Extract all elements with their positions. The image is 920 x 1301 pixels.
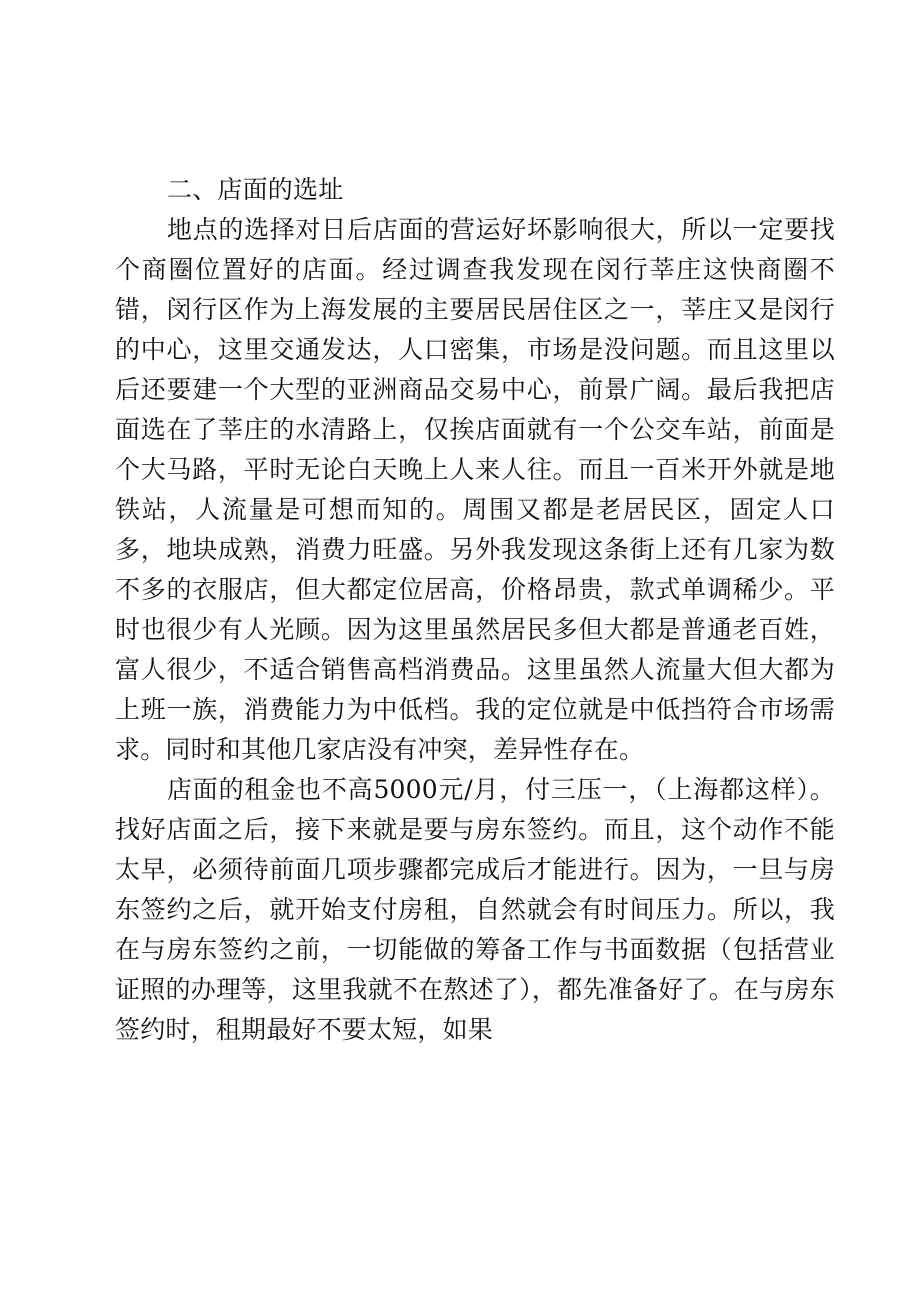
paragraph-location-choice: 地点的选择对日后店面的营运好坏影响很大，所以一定要找个商圈位置好的店面。经过调查我发现在闵行莘庄这快商圈不错，闵行区作为上海发展的主要居民居住区之一，莘庄又是闵行的中心，这里交通发达，人口密集，市场是没问题。而且这里以后还要建一个大型的亚洲商品交易中心，前景广阔。最后我把店面选在了莘庄的水清路上，仅挨店面就有一个公交车站，前面是个大马路，平时无论白天晚上人来人往。而且一百米开外就是地铁站，人流量是可想而知的。周围又都是老居民区，固定人口多，地块成熟，消费力旺盛。另外我发现这条街上还有几家为数不多的衣服店，但大都定位居高，价格昂贵，款式单调稀少。平时也很少有人光顾。因为这里虽然居民多但大都是普通老百姓，富人很少，不适合销售高档消费品。这里虽然人流量大但大都为上班一族，消费能力为中低档。我的定位就是中低挡符合市场需求。同时和其他几家店没有冲突，差异性存在。 bbox=[115, 215, 835, 764]
document-body bbox=[115, 170, 835, 1050]
paragraph-rent-and-lease: 店面的租金也不高5000元/月，付三压一，（上海都这样）。找好店面之后，接下来就是要与房东签约。而且，这个动作不能太早，必须待前面几项步骤都完成后才能进行。因为，一旦与房东签约之后，就开始支付房租，自然就会有时间压力。所以，我在与房东签约之前，一切能做的筹备工作与书面数据（包括营业证照的办理等，这里我就不在熬述了），都先准备好了。在与房东签约时，租期最好不要太短，如果 bbox=[115, 775, 835, 1044]
section-heading: 二、店面的选址 bbox=[167, 175, 344, 204]
